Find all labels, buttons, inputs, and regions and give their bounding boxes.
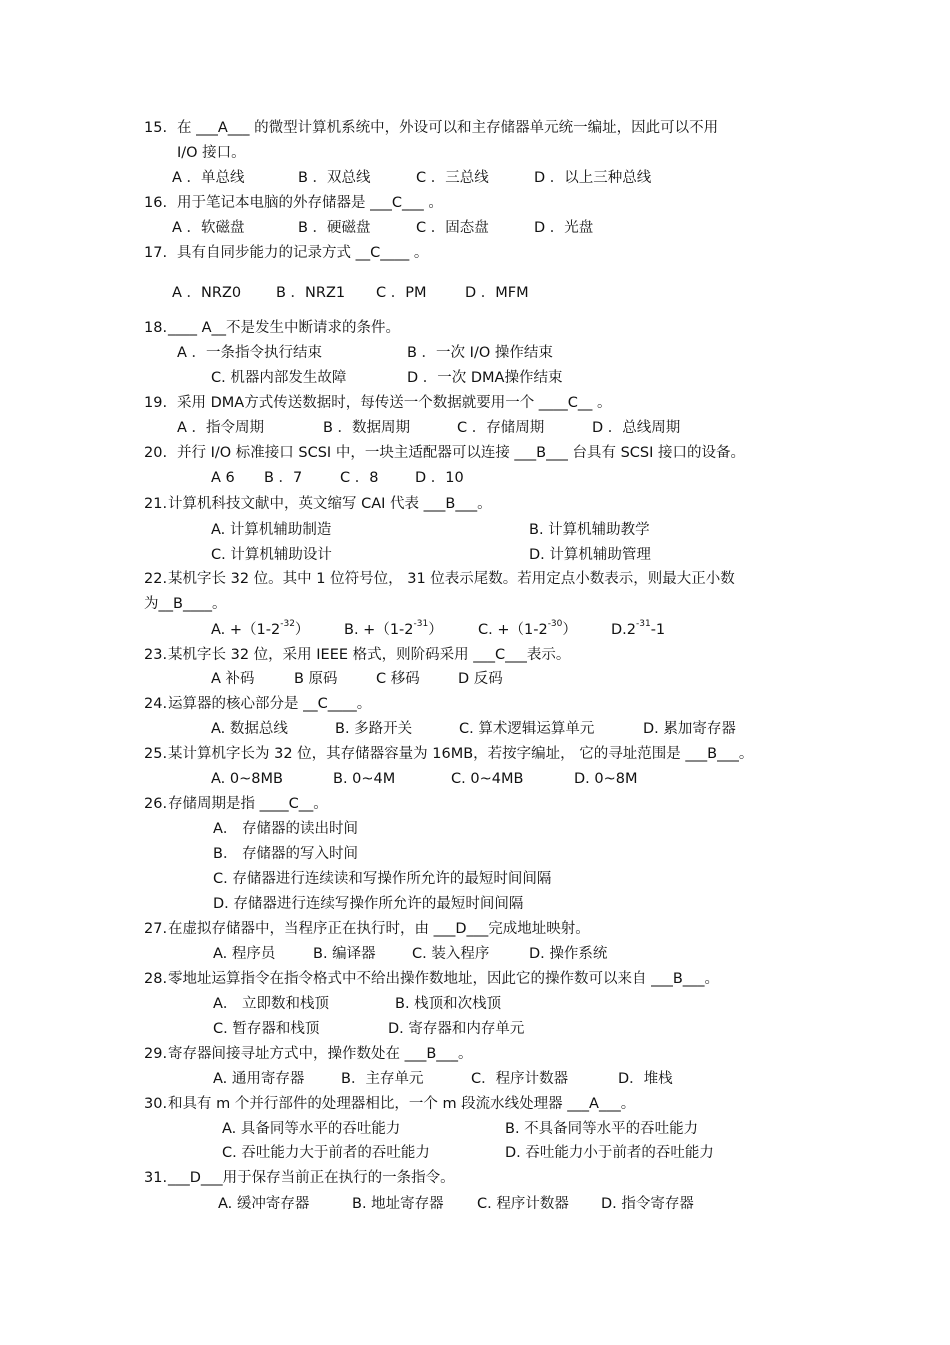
question-text: 运算器的核心部分是 __C____。: [168, 696, 372, 712]
question-text: 零地址运算指令在指令格式中不给出操作数地址，因此它的操作数可以来自 ___B___。: [168, 971, 720, 987]
superscript: -32: [280, 619, 295, 630]
option-a: A ．单总线: [172, 170, 245, 186]
option-b: B． 存储器的写入时间: [213, 846, 359, 862]
question-number: 29.: [144, 1046, 168, 1062]
option-d: D. 指令寄存器: [601, 1196, 694, 1212]
question-text: 某机字长 32 位，采用 IEEE 格式，则阶码采用 ___C___表示。: [168, 647, 571, 663]
question-text: 计算机科技文献中，英文缩写 CAI 代表 ___B___。: [168, 496, 492, 512]
option-a: A 6: [211, 470, 235, 486]
question-text: 在 ___A___ 的微型计算机系统中，外设可以和主存储器单元统一编址，因此可以不用: [177, 120, 719, 136]
option-c: C. 计算机辅助设计: [211, 547, 332, 563]
question-number: 23.: [144, 647, 168, 663]
option-c: C．程序计数器: [471, 1071, 569, 1087]
option-c: C. 算术逻辑运算单元: [459, 721, 595, 737]
option-d: D. 存储器进行连续写操作所允许的最短时间间隔: [213, 896, 524, 912]
option-d: D. 计算机辅助管理: [529, 547, 651, 563]
option-c: C ．8: [340, 470, 379, 486]
option-a: A. $+(1-2^{-32})$: [211, 619, 310, 638]
option-a: A ．软磁盘: [172, 220, 245, 236]
option-b: B. 栈顶和次栈顶: [395, 996, 502, 1012]
question-text: ____ A__不是发生中断请求的条件。: [168, 320, 401, 336]
question-text: 和具有 m 个并行部件的处理器相比，一个 m 段流水线处理器 ___A___。: [168, 1096, 636, 1112]
option-c: C. 0~4MB: [451, 771, 524, 787]
option-d: D. 累加寄存器: [643, 721, 736, 737]
question-text: 为__B____。: [144, 596, 227, 612]
option-a: A. 程序员: [213, 946, 276, 962]
option-d: D ．MFM: [465, 285, 529, 301]
option-b: B ．7: [264, 470, 303, 486]
question-text: 用于笔记本电脑的外存储器是 ___C___ 。: [177, 195, 443, 211]
question-text: I/O 接口。: [177, 145, 246, 161]
option-c: C. 吞吐能力大于前者的吞吐能力: [222, 1145, 430, 1161]
superscript: -30: [547, 619, 563, 630]
option-d: D．堆栈: [618, 1071, 673, 1087]
option-d: D. 吞吐能力小于前者的吞吐能力: [505, 1145, 714, 1161]
option-c: C. 存储器进行连续读和写操作所允许的最短时间间隔: [213, 871, 552, 887]
option-c: C. 机器内部发生故障: [211, 370, 347, 386]
option-d: $D.2^{-31}-1$: [611, 619, 666, 638]
option-a: A. 计算机辅助制造: [211, 522, 332, 538]
option-c: C 移码: [376, 671, 420, 687]
question-number: 26.: [144, 796, 168, 812]
option-d: D. 操作系统: [529, 946, 608, 962]
option-b: B. $+(1-2^{-31})$: [344, 619, 443, 638]
option-c: C. 暂存器和栈顶: [213, 1021, 320, 1037]
option-b: B. 不具备同等水平的吞吐能力: [505, 1121, 699, 1137]
option-a: A． 存储器的读出时间: [213, 821, 359, 837]
question-number: 20.: [144, 445, 168, 461]
option-d: D ．以上三种总线: [534, 170, 652, 186]
question-number: 18.: [144, 320, 168, 336]
option-d: D. 0~8M: [574, 771, 638, 787]
question-number: 17.: [144, 245, 168, 261]
question-text: 在虚拟存储器中，当程序正在执行时，由 ___D___完成地址映射。: [168, 921, 590, 937]
option-d: D. 寄存器和内存单元: [388, 1021, 525, 1037]
option-c: C ．三总线: [416, 170, 489, 186]
option-d: D ．10: [415, 470, 464, 486]
question-text: 寄存器间接寻址方式中，操作数处在 ___B___。: [168, 1046, 473, 1062]
question-number: 27.: [144, 921, 168, 937]
question-text: 具有自同步能力的记录方式 __C____ 。: [177, 245, 429, 261]
question-number: 15.: [144, 120, 168, 136]
option-a: A. 数据总线: [211, 721, 288, 737]
option-b: B 原码: [294, 671, 338, 687]
option-b: B. 地址寄存器: [352, 1196, 444, 1212]
option-a: A ．NRZ0: [172, 285, 242, 301]
question-number: 30.: [144, 1096, 168, 1112]
question-number: 24.: [144, 696, 168, 712]
question-number: 22.: [144, 571, 168, 587]
option-b: B. 编译器: [313, 946, 376, 962]
option-b: B. 多路开关: [335, 721, 413, 737]
question-text: 并行 I/O 标准接口 SCSI 中，一块主适配器可以连接 ___B___ 台具有 SCSI 接口的设备。: [177, 445, 746, 461]
option-a: A． 立即数和栈顶: [213, 996, 330, 1012]
option-a: A. 0~8MB: [211, 771, 283, 787]
option-c: C ．固态盘: [416, 220, 489, 236]
option-a: A 补码: [211, 671, 255, 687]
option-d: D ．总线周期: [592, 420, 681, 436]
question-text: ___D___用于保存当前正在执行的一条指令。: [168, 1170, 455, 1186]
option-c: C. $+(1-2^{-30})$: [478, 619, 577, 638]
option-a: A. 通用寄存器: [213, 1071, 305, 1087]
question-number: 28.: [144, 971, 168, 987]
question-text: 某机字长 32 位。其中 1 位符号位， 31 位表示尾数。若用定点小数表示，则最大正小数: [168, 571, 735, 587]
option-d: D 反码: [458, 671, 503, 687]
option-b: B. 0~4M: [333, 771, 396, 787]
option-d: D ．光盘: [534, 220, 594, 236]
question-text: 采用 DMA方式传送数据时，每传送一个数据就要用一个 ____C__ 。: [177, 395, 612, 411]
question-text: 存储周期是指 ____C__。: [168, 796, 328, 812]
question-number: 25.: [144, 746, 168, 762]
superscript: -31: [636, 619, 651, 630]
question-number: 16.: [144, 195, 168, 211]
option-c: C. 程序计数器: [477, 1196, 569, 1212]
question-number: 21.: [144, 496, 168, 512]
option-b: B ．硬磁盘: [298, 220, 371, 236]
option-b: B ．NRZ1: [276, 285, 346, 301]
option-c: C. 装入程序: [412, 946, 490, 962]
question-number: 31.: [144, 1170, 168, 1186]
option-b: B．主存单元: [341, 1071, 424, 1087]
option-b: B ．双总线: [298, 170, 371, 186]
option-a: A ．指令周期: [177, 420, 265, 436]
option-a: A. 缓冲寄存器: [218, 1196, 310, 1212]
option-b: B ．一次 I/O 操作结束: [407, 345, 553, 361]
option-b: B. 计算机辅助教学: [529, 522, 650, 538]
option-c: C ．PM: [376, 285, 427, 301]
option-c: C ．存储周期: [457, 420, 545, 436]
option-b: B ．数据周期: [323, 420, 411, 436]
option-a: A. 具备同等水平的吞吐能力: [222, 1121, 401, 1137]
question-number: 19.: [144, 395, 168, 411]
option-d: D ．一次 DMA操作结束: [407, 370, 563, 386]
option-a: A ．一条指令执行结束: [177, 345, 323, 361]
superscript: -31: [413, 619, 429, 630]
question-text: 某计算机字长为 32 位，其存储器容量为 16MB，若按字编址， 它的寻址范围是 ___B___。: [168, 746, 754, 762]
